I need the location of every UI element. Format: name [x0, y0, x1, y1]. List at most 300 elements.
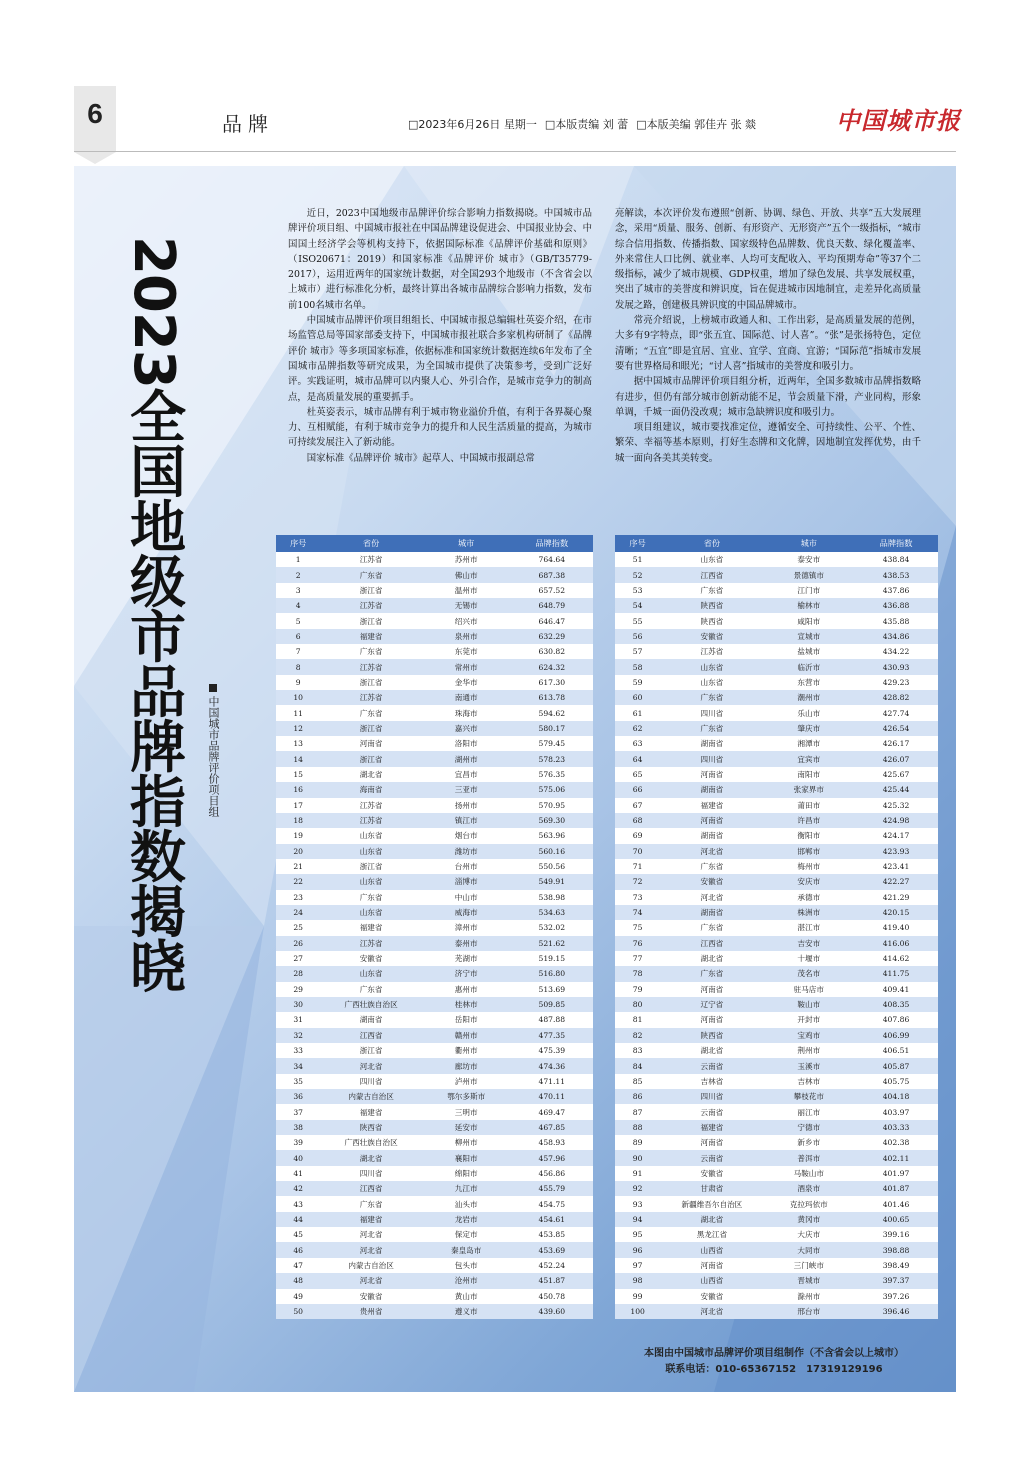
table-row: [276, 629, 593, 644]
rank-cell: 89: [615, 1135, 660, 1150]
province-cell: 广东省: [320, 644, 421, 659]
city-cell: 邢台市: [764, 1304, 854, 1319]
index-cell: 509.85: [511, 997, 593, 1012]
rank-cell: 19: [276, 828, 320, 843]
province-cell: 广东省: [320, 705, 421, 720]
table-row: [276, 782, 593, 797]
table-row: [276, 1227, 593, 1242]
table-row: [615, 997, 938, 1012]
index-cell: 575.06: [511, 782, 593, 797]
table-row: [276, 1181, 593, 1196]
index-cell: 475.39: [511, 1043, 593, 1058]
rank-cell: 35: [276, 1074, 320, 1089]
index-cell: 630.82: [511, 644, 593, 659]
city-cell: 开封市: [764, 1012, 854, 1027]
table-row: [276, 1058, 593, 1073]
rank-cell: 33: [276, 1043, 320, 1058]
index-cell: 405.87: [854, 1058, 938, 1073]
province-cell: 福建省: [320, 629, 421, 644]
index-cell: 406.99: [854, 1028, 938, 1043]
city-cell: 江门市: [764, 583, 854, 598]
city-cell: 桂林市: [422, 997, 511, 1012]
index-cell: 397.26: [854, 1289, 938, 1304]
province-cell: 山东省: [320, 844, 421, 859]
city-cell: 中山市: [422, 890, 511, 905]
index-cell: 456.86: [511, 1166, 593, 1181]
province-cell: 山东省: [660, 552, 763, 567]
city-cell: 包头市: [422, 1258, 511, 1273]
paragraph: 亮解读，本次评价发布遵照“创新、协调、绿色、开放、共享”五大发展理念，采用“质量、服务、创新、有形资产、无形资产”五个一级指标，“城市综合信用指数、传播指数、国家级特色品牌数、优良天数、绿化覆盖率、外来常住人口比例、就业率、人均可支配收入、平均预期寿命”等37个二级指标，减少了城市规模、GDP权重，增加了绿色发展、共享发展权重，突出了城市的美誉度和辨识度，旨在促进城市因地制宜，走差异化高质量发展之路，创建极具辨识度的中国品牌城市。: [615, 208, 921, 311]
province-cell: 湖南省: [320, 1012, 421, 1027]
rank-cell: 23: [276, 890, 320, 905]
rank-cell: 69: [615, 828, 660, 843]
rank-cell: 63: [615, 736, 660, 751]
paragraph: 项目组建议，城市要找准定位，遵循安全、可持续性、公平、个性、繁荣、幸福等基本原则，打好生态牌和文化牌，因地制宜发挥优势，由千城一面向各美其美转变。: [615, 422, 921, 464]
province-cell: 江西省: [660, 936, 763, 951]
ranking-table-right: [615, 535, 938, 1319]
index-cell: 408.35: [854, 997, 938, 1012]
table-row: [615, 1012, 938, 1027]
city-cell: 玉溪市: [764, 1058, 854, 1073]
index-cell: 424.98: [854, 813, 938, 828]
rank-cell: 99: [615, 1289, 660, 1304]
province-cell: 福建省: [660, 1120, 763, 1135]
header-city: 城市: [422, 535, 511, 552]
index-cell: 560.16: [511, 844, 593, 859]
source-note: 本图由中国城市品牌评价项目组制作（不含省会以上城市）: [644, 1348, 904, 1359]
table-row: [615, 782, 938, 797]
designer-credit: □本版美编 郭佳卉 张 燚: [636, 118, 757, 131]
table-row: [276, 705, 593, 720]
city-cell: 滁州市: [764, 1289, 854, 1304]
index-cell: 648.79: [511, 598, 593, 613]
index-cell: 419.40: [854, 920, 938, 935]
table-row: [615, 1043, 938, 1058]
table-row: [276, 798, 593, 813]
rank-cell: 47: [276, 1258, 320, 1273]
table-row: [276, 828, 593, 843]
rank-cell: 25: [276, 920, 320, 935]
province-cell: 陕西省: [660, 1028, 763, 1043]
city-cell: 肇庆市: [764, 721, 854, 736]
table-row: [615, 1135, 938, 1150]
index-cell: 487.88: [511, 1012, 593, 1027]
province-cell: 广东省: [660, 583, 763, 598]
contact-phone: 联系电话：010-65367152 17319129196: [665, 1364, 883, 1375]
index-cell: 469.47: [511, 1104, 593, 1119]
rank-cell: 6: [276, 629, 320, 644]
rank-cell: 24: [276, 905, 320, 920]
rank-cell: 27: [276, 951, 320, 966]
city-cell: 东营市: [764, 675, 854, 690]
rank-cell: 32: [276, 1028, 320, 1043]
city-cell: 黄冈市: [764, 1212, 854, 1227]
rank-cell: 42: [276, 1181, 320, 1196]
province-cell: 湖南省: [660, 905, 763, 920]
city-cell: 株洲市: [764, 905, 854, 920]
rank-cell: 71: [615, 859, 660, 874]
rank-cell: 60: [615, 690, 660, 705]
city-cell: 洛阳市: [422, 736, 511, 751]
city-cell: 九江市: [422, 1181, 511, 1196]
index-cell: 423.93: [854, 844, 938, 859]
city-cell: 绍兴市: [422, 613, 511, 628]
province-cell: 河南省: [660, 813, 763, 828]
rank-cell: 41: [276, 1166, 320, 1181]
province-cell: 黑龙江省: [660, 1227, 763, 1242]
index-cell: 477.35: [511, 1028, 593, 1043]
province-cell: 福建省: [320, 920, 421, 935]
province-cell: 河北省: [320, 1227, 421, 1242]
city-cell: 金华市: [422, 675, 511, 690]
province-cell: 广东省: [320, 567, 421, 582]
province-cell: 安徽省: [320, 1289, 421, 1304]
city-cell: 荆州市: [764, 1043, 854, 1058]
index-cell: 549.91: [511, 874, 593, 889]
city-cell: 梅州市: [764, 859, 854, 874]
province-cell: 陕西省: [320, 1120, 421, 1135]
rank-cell: 50: [276, 1304, 320, 1319]
table-row: [276, 920, 593, 935]
city-cell: 遵义市: [422, 1304, 511, 1319]
table-row: [615, 1212, 938, 1227]
index-cell: 404.18: [854, 1089, 938, 1104]
index-cell: 457.96: [511, 1150, 593, 1165]
city-cell: 汕头市: [422, 1196, 511, 1211]
province-cell: 江苏省: [320, 598, 421, 613]
table-row: [615, 859, 938, 874]
rank-cell: 92: [615, 1181, 660, 1196]
index-cell: 438.84: [854, 552, 938, 567]
city-cell: 东莞市: [422, 644, 511, 659]
index-cell: 474.36: [511, 1058, 593, 1073]
province-cell: 吉林省: [660, 1074, 763, 1089]
city-cell: 潮州市: [764, 690, 854, 705]
province-cell: 安徽省: [660, 1289, 763, 1304]
city-cell: 张家界市: [764, 782, 854, 797]
province-cell: 河南省: [660, 1135, 763, 1150]
table-row: [615, 828, 938, 843]
rank-cell: 82: [615, 1028, 660, 1043]
index-cell: 427.74: [854, 705, 938, 720]
province-cell: 江苏省: [320, 659, 421, 674]
index-cell: 416.06: [854, 936, 938, 951]
index-cell: 538.98: [511, 890, 593, 905]
province-cell: 湖北省: [320, 1150, 421, 1165]
table-row: [615, 1028, 938, 1043]
index-cell: 407.86: [854, 1012, 938, 1027]
table-row: [276, 583, 593, 598]
city-cell: 泉州市: [422, 629, 511, 644]
index-cell: 400.65: [854, 1212, 938, 1227]
rank-cell: 48: [276, 1273, 320, 1288]
page-number-tab: [74, 86, 116, 152]
table-row: [276, 813, 593, 828]
rank-cell: 4: [276, 598, 320, 613]
city-cell: 景德镇市: [764, 567, 854, 582]
province-cell: 江西省: [320, 1028, 421, 1043]
province-cell: 河南省: [660, 767, 763, 782]
issue-date: □2023年6月26日 星期一: [408, 118, 537, 131]
province-cell: 内蒙古自治区: [320, 1089, 421, 1104]
index-cell: 426.17: [854, 736, 938, 751]
province-cell: 广东省: [660, 966, 763, 981]
rank-cell: 22: [276, 874, 320, 889]
province-cell: 江苏省: [320, 936, 421, 951]
index-cell: 471.11: [511, 1074, 593, 1089]
table-row: [615, 613, 938, 628]
province-cell: 广东省: [660, 859, 763, 874]
province-cell: 河北省: [320, 1242, 421, 1257]
city-cell: 湘潭市: [764, 736, 854, 751]
rank-cell: 74: [615, 905, 660, 920]
index-cell: 467.85: [511, 1120, 593, 1135]
city-cell: 嘉兴市: [422, 721, 511, 736]
city-cell: 承德市: [764, 890, 854, 905]
table-row: [615, 1150, 938, 1165]
rank-cell: 100: [615, 1304, 660, 1319]
rank-cell: 55: [615, 613, 660, 628]
city-cell: 新乡市: [764, 1135, 854, 1150]
index-cell: 403.97: [854, 1104, 938, 1119]
index-cell: 453.69: [511, 1242, 593, 1257]
rank-cell: 66: [615, 782, 660, 797]
index-cell: 401.46: [854, 1196, 938, 1211]
index-cell: 454.61: [511, 1212, 593, 1227]
table-row: [615, 1074, 938, 1089]
section-title: 品牌: [222, 112, 274, 136]
table-row: [615, 1058, 938, 1073]
city-cell: 邯郸市: [764, 844, 854, 859]
city-cell: 榆林市: [764, 598, 854, 613]
city-cell: 延安市: [422, 1120, 511, 1135]
city-cell: 岳阳市: [422, 1012, 511, 1027]
province-cell: 四川省: [320, 1166, 421, 1181]
city-cell: 泰安市: [764, 552, 854, 567]
rank-cell: 38: [276, 1120, 320, 1135]
city-cell: 南通市: [422, 690, 511, 705]
province-cell: 河南省: [320, 736, 421, 751]
city-cell: 鄂尔多斯市: [422, 1089, 511, 1104]
table-row: [615, 1181, 938, 1196]
city-cell: 秦皇岛市: [422, 1242, 511, 1257]
index-cell: 421.29: [854, 890, 938, 905]
province-cell: 内蒙古自治区: [320, 1258, 421, 1273]
city-cell: 台州市: [422, 859, 511, 874]
province-cell: 广东省: [320, 982, 421, 997]
rank-cell: 5: [276, 613, 320, 628]
province-cell: 河北省: [320, 1058, 421, 1073]
index-cell: 397.37: [854, 1273, 938, 1288]
table-row: [276, 874, 593, 889]
index-cell: 409.41: [854, 982, 938, 997]
index-cell: 453.85: [511, 1227, 593, 1242]
province-cell: 山东省: [320, 828, 421, 843]
province-cell: 山东省: [320, 874, 421, 889]
index-cell: 452.24: [511, 1258, 593, 1273]
table-row: [276, 567, 593, 582]
city-cell: 沧州市: [422, 1273, 511, 1288]
table-row: [615, 690, 938, 705]
table-row: [276, 1012, 593, 1027]
city-cell: 襄阳市: [422, 1150, 511, 1165]
city-cell: 珠海市: [422, 705, 511, 720]
table-row: [615, 567, 938, 582]
table-row: [276, 936, 593, 951]
rank-cell: 29: [276, 982, 320, 997]
city-cell: 黄山市: [422, 1289, 511, 1304]
index-cell: 578.23: [511, 751, 593, 766]
table-row: [615, 767, 938, 782]
city-cell: 茂名市: [764, 966, 854, 981]
index-cell: 436.88: [854, 598, 938, 613]
rank-cell: 77: [615, 951, 660, 966]
table-row: [615, 705, 938, 720]
index-cell: 406.51: [854, 1043, 938, 1058]
rank-cell: 10: [276, 690, 320, 705]
rank-cell: 39: [276, 1135, 320, 1150]
index-cell: 423.41: [854, 859, 938, 874]
table-row: [276, 767, 593, 782]
table-row: [276, 1289, 593, 1304]
index-cell: 550.56: [511, 859, 593, 874]
city-cell: 龙岩市: [422, 1212, 511, 1227]
rank-cell: 52: [615, 567, 660, 582]
index-cell: 411.75: [854, 966, 938, 981]
table-row: [615, 659, 938, 674]
table-row: [276, 1043, 593, 1058]
rank-cell: 36: [276, 1089, 320, 1104]
city-cell: 扬州市: [422, 798, 511, 813]
rank-cell: 80: [615, 997, 660, 1012]
index-cell: 579.45: [511, 736, 593, 751]
rank-cell: 21: [276, 859, 320, 874]
rank-cell: 85: [615, 1074, 660, 1089]
rank-cell: 54: [615, 598, 660, 613]
rank-cell: 90: [615, 1150, 660, 1165]
city-cell: 大同市: [764, 1242, 854, 1257]
index-cell: 401.87: [854, 1181, 938, 1196]
table-row: [276, 675, 593, 690]
rank-cell: 9: [276, 675, 320, 690]
article-panel: [74, 166, 956, 1392]
header-city: 城市: [764, 535, 854, 552]
rank-cell: 72: [615, 874, 660, 889]
city-cell: 吉林市: [764, 1074, 854, 1089]
table-row: [276, 1196, 593, 1211]
index-cell: 398.49: [854, 1258, 938, 1273]
table-row: [615, 1289, 938, 1304]
table-row: [615, 751, 938, 766]
rank-cell: 94: [615, 1212, 660, 1227]
table-row: [276, 1304, 593, 1319]
index-cell: 438.53: [854, 567, 938, 582]
province-cell: 山东省: [660, 659, 763, 674]
province-cell: 湖北省: [660, 1212, 763, 1227]
province-cell: 新疆维吾尔自治区: [660, 1196, 763, 1211]
city-cell: 柳州市: [422, 1135, 511, 1150]
province-cell: 安徽省: [320, 951, 421, 966]
city-cell: 泸州市: [422, 1074, 511, 1089]
province-cell: 河南省: [660, 982, 763, 997]
rank-cell: 28: [276, 966, 320, 981]
rank-cell: 16: [276, 782, 320, 797]
province-cell: 山西省: [660, 1273, 763, 1288]
city-cell: 漳州市: [422, 920, 511, 935]
province-cell: 广西壮族自治区: [320, 997, 421, 1012]
table-row: [276, 997, 593, 1012]
page-number: 6: [87, 98, 103, 129]
city-cell: 佛山市: [422, 567, 511, 582]
index-cell: 563.96: [511, 828, 593, 843]
table-row: [276, 1212, 593, 1227]
province-cell: 湖南省: [660, 736, 763, 751]
index-cell: 687.38: [511, 567, 593, 582]
table-row: [615, 936, 938, 951]
table-row: [276, 1242, 593, 1257]
city-cell: 绵阳市: [422, 1166, 511, 1181]
table-row: [615, 813, 938, 828]
city-cell: 丽江市: [764, 1104, 854, 1119]
province-cell: 江西省: [660, 567, 763, 582]
rank-cell: 61: [615, 705, 660, 720]
table-row: [276, 751, 593, 766]
rank-cell: 56: [615, 629, 660, 644]
index-cell: 613.78: [511, 690, 593, 705]
province-cell: 浙江省: [320, 859, 421, 874]
province-cell: 浙江省: [320, 613, 421, 628]
table-row: [615, 721, 938, 736]
index-cell: 458.93: [511, 1135, 593, 1150]
article-column-1: [288, 206, 592, 466]
table-row: [615, 1089, 938, 1104]
city-cell: 芜湖市: [422, 951, 511, 966]
province-cell: 广西壮族自治区: [320, 1135, 421, 1150]
index-cell: 402.11: [854, 1150, 938, 1165]
province-cell: 陕西省: [660, 598, 763, 613]
index-cell: 428.82: [854, 690, 938, 705]
city-cell: 宜宾市: [764, 751, 854, 766]
city-cell: 苏州市: [422, 552, 511, 567]
rank-cell: 46: [276, 1242, 320, 1257]
table-row: [276, 552, 593, 567]
index-cell: 451.87: [511, 1273, 593, 1288]
city-cell: 三门峡市: [764, 1258, 854, 1273]
table-row: [276, 905, 593, 920]
rank-cell: 12: [276, 721, 320, 736]
province-cell: 浙江省: [320, 675, 421, 690]
province-cell: 湖北省: [660, 1043, 763, 1058]
index-cell: 470.11: [511, 1089, 593, 1104]
province-cell: 云南省: [660, 1150, 763, 1165]
index-cell: 401.97: [854, 1166, 938, 1181]
city-cell: 宜昌市: [422, 767, 511, 782]
rank-cell: 17: [276, 798, 320, 813]
province-cell: 广东省: [320, 890, 421, 905]
rank-cell: 43: [276, 1196, 320, 1211]
city-cell: 攀枝花市: [764, 1089, 854, 1104]
province-cell: 贵州省: [320, 1304, 421, 1319]
table-row: [276, 1166, 593, 1181]
city-cell: 廊坊市: [422, 1058, 511, 1073]
paragraph: 国家标准《品牌评价 城市》起草人、中国城市报副总常: [306, 452, 535, 464]
rank-cell: 18: [276, 813, 320, 828]
city-cell: 宁德市: [764, 1120, 854, 1135]
city-cell: 咸阳市: [764, 613, 854, 628]
header-meta: [408, 116, 764, 132]
index-cell: 426.54: [854, 721, 938, 736]
table-row: [615, 1273, 938, 1288]
